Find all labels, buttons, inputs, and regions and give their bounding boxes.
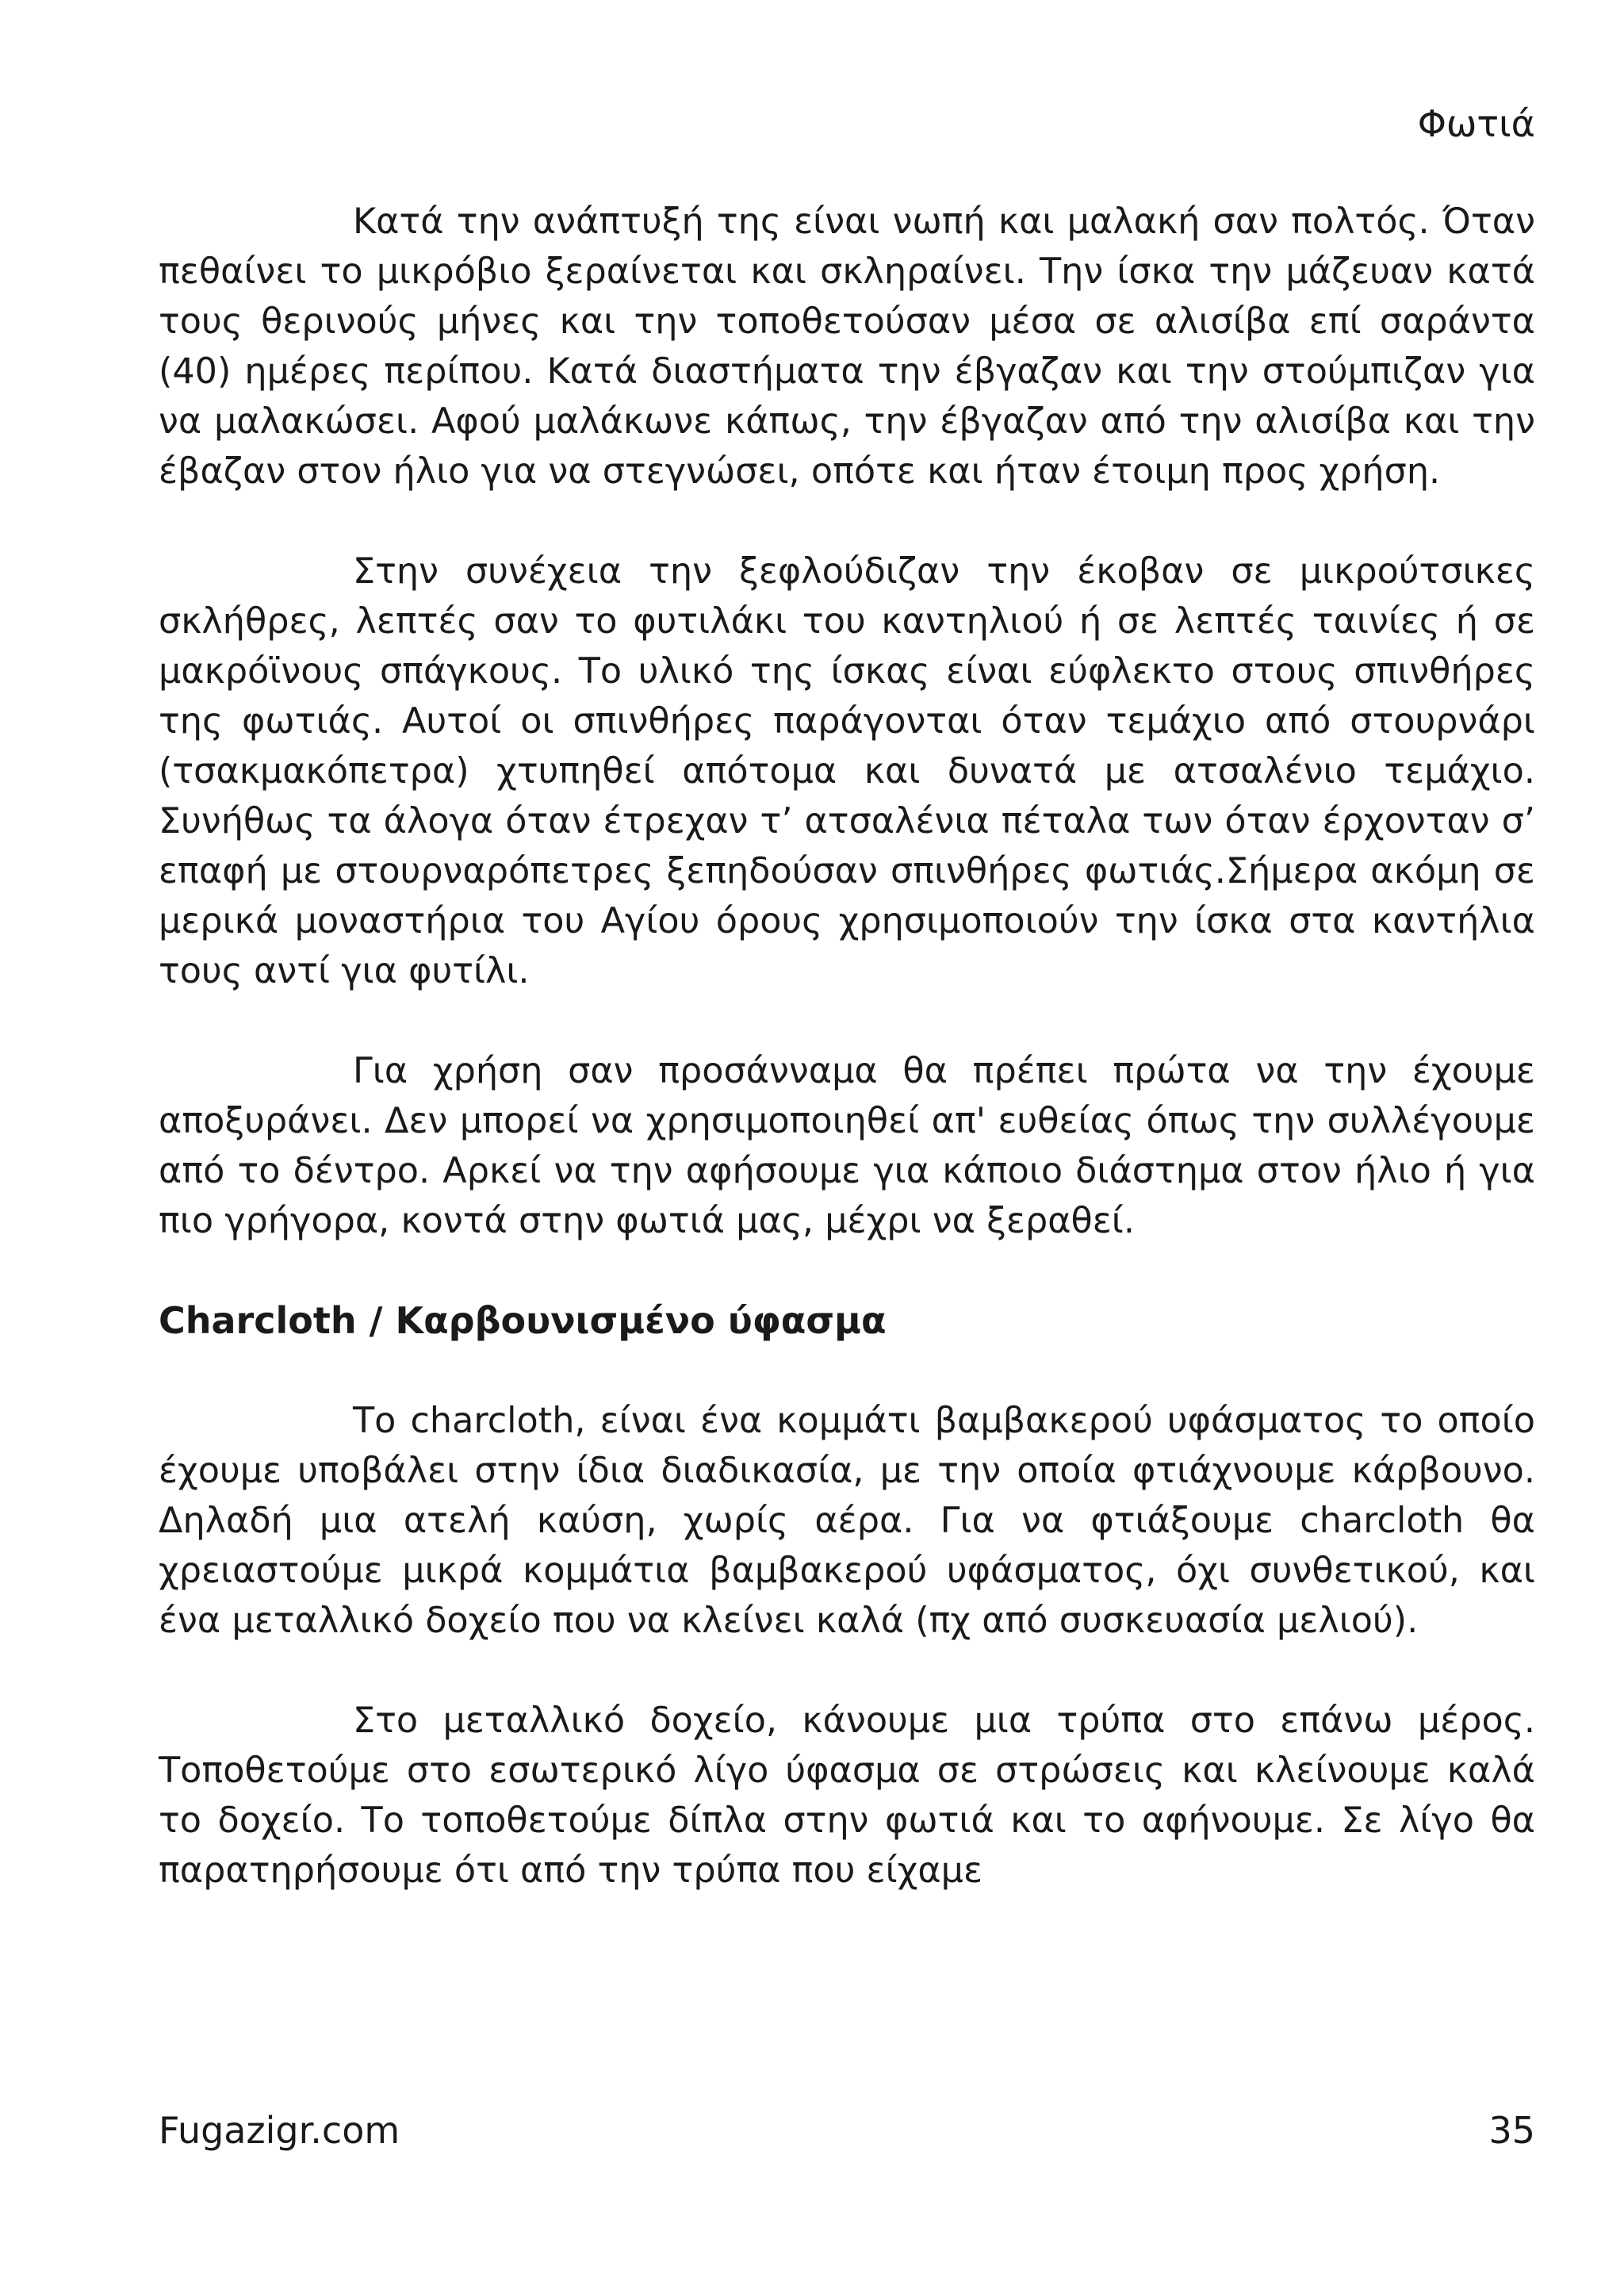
footer-site: Fugazigr.com bbox=[159, 2109, 400, 2152]
page-content bbox=[159, 197, 1535, 1946]
body-paragraph: Το charcloth, είναι ένα κομμάτι βαμβακερού υφάσματος το οποίο έχουμε υποβάλει στην ίδια διαδικασία, με την οποία φτιάχνουμε κάρβουνο. Δηλαδή μια ατελή καύση, χωρίς αέρα. Για να φτιάξουμε charcloth θα χρειαστούμε μικρά κομμάτια βαμβακερού υφάσματος, όχι συνθετικού, και ένα μεταλλικό δοχείο που να κλείνει καλά (πχ από συσκευασία μελιού). bbox=[159, 1401, 1535, 1641]
chapter-title: Φωτιά bbox=[1417, 102, 1535, 145]
body-paragraph: Στο μεταλλικό δοχείο, κάνουμε μια τρύπα στο επάνω μέρος. Τοποθετούμε στο εσωτερικό λίγο ύφασμα σε στρώσεις και κλείνουμε καλά το δοχείο. Το τοποθετούμε δίπλα στην φωτιά και το αφήνουμε. Σε λίγο θα παρατηρήσουμε ότι από την τρύπα που είχαμε bbox=[159, 1700, 1535, 1891]
body-paragraph: Κατά την ανάπτυξή της είναι νωπή και μαλακή σαν πολτός. Όταν πεθαίνει το μικρόβιο ξεραίνεται και σκληραίνει. Την ίσκα την μάζευαν κατά τους θερινούς μήνες και την τοποθετούσαν μέσα σε αλισίβα επί σαράντα (40) ημέρες περίπου. Κατά διαστήματα την έβγαζαν και την στούμπιζαν για να μαλακώσει. Αφού μαλάκωνε κάπως, την έβγαζαν από την αλισίβα και την έβαζαν στον ήλιο για να στεγνώσει, οπότε και ήταν έτοιμη προς χρήση. bbox=[159, 201, 1535, 492]
body-paragraph: Για χρήση σαν προσάνναμα θα πρέπει πρώτα να την έχουμε αποξυράνει. Δεν μπορεί να χρησιμοποιηθεί απ' ευθείας όπως την συλλέγουμε από το δέντρο. Αρκεί να την αφήσουμε για κάποιο διάστημα στον ήλιο ή για πιο γρήγορα, κοντά στην φωτιά μας, μέχρι να ξεραθεί. bbox=[159, 1051, 1535, 1241]
section-heading: Charcloth / Καρβουνισμένο ύφασμα bbox=[159, 1299, 887, 1342]
body-paragraph: Στην συνέχεια την ξεφλούδιζαν την έκοβαν σε μικρούτσικες σκλήθρες, λεπτές σαν το φυτιλάκι του καντηλιού ή σε λεπτές ταινίες ή σε μακρόϊνους σπάγκους. Το υλικό της ίσκας είναι εύφλεκτο στους σπινθήρες της φωτιάς. Αυτοί οι σπινθήρες παράγονται όταν τεμάχιο από στουρνάρι (τσακμακόπετρα) χτυπηθεί απότομα και δυνατά με ατσαλένιο τεμάχιο. Συνήθως τα άλογα όταν έτρεχαν τ’ ατσαλένια πέταλα των όταν έρχονταν σ’ επαφή με στουρναρόπετρες ξεπηδούσαν σπινθήρες φωτιάς.Σήμερα ακόμη σε μερικά μοναστήρια του Αγίου όρους χρησιμοποιούν την ίσκα στα καντήλια τους αντί για φυτίλι. bbox=[159, 551, 1535, 991]
page-number: 35 bbox=[1488, 2109, 1535, 2152]
